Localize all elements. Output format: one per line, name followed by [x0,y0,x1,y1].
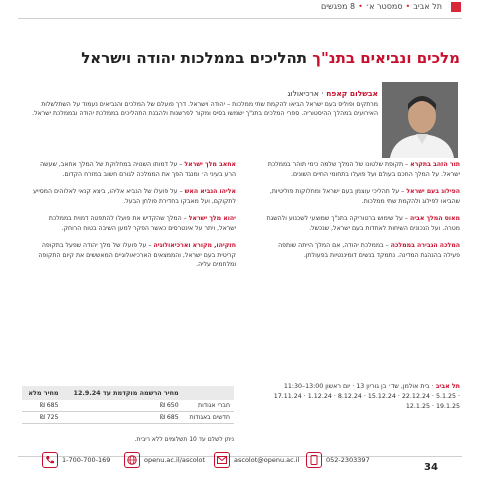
lecturer-photo [382,82,458,158]
pricing-label-header [183,386,234,400]
schedule-location-line: תל אביב · בית אולמן, שד׳ בן גוריון 13 · יום ראשון 11:30–13:00 [283,383,460,390]
phone2-text[interactable]: 1-700-700-169 [62,456,111,464]
lecturer-role: ארכיאולוג [287,89,319,98]
title-rest: תהליכים בממלכות יהודה וישראל [81,49,308,67]
email-icon [214,452,230,468]
schedule-block [260,382,460,412]
mobile-phone-icon [306,452,322,468]
pricing-row-label: חברי אגודות [183,400,234,412]
course-description: מרתקים ופוליס בעם ישראל הביאו להקמת שתי ממלכות – יהודה וישראל. דרך פועלם של המלכים והנביאים נעמוד על השתלשלות האירועים במהלך ההיסטוריה. ספרי המלכים בתנ"ך ישמשו בסיס ומקור לפרשנות ולהבנת התהליכים בממלכת יהודה ובממלכת ישראל. [32,101,378,117]
topic-title: אליהו הנביא האש [184,188,236,195]
topic-text: המלך שהקדיש את פועלו להתפטה דמוית בממלכת ישראל, ויתר על אינטרסים כאשר הפקר למען השיבה בטוח הרוחק. [48,215,236,232]
email-text[interactable]: ascolot@openu.ac.il [234,456,300,464]
topic-title: אחאב מלך ישראל [184,161,236,168]
schedule-city: תל אביב [435,383,460,390]
topic-text: על פועלו של הנביא אליהו, ביצא קנאי לאלוהים המסייע לתקוקם, ועל מאבקו בחדירת פולחן הבעל. [33,188,236,205]
topic-text: בממלכת יהודה, אם המלך הייתה שותפה פעילה בהנהגת המדינה. נתמקד בנשים דומיננטיות בפעולתן. [278,242,460,259]
header-location: תל אביב [413,2,442,11]
topic-title: חזקיהו, מקורא וארכיאולוגיה [153,242,236,249]
schedule-time: 11:30–13:00 [283,383,324,390]
topics-column-right [260,160,460,268]
pricing-full-price: 685 ₪ [22,400,63,412]
lecturer-portrait-icon [382,82,458,158]
topic-text: תקופת שלטונו של המלך שלמה כימי תוהר בממלכת ישראל. על המלך החכם בעולם ועל פועלו בתחומי החיים השונים. [267,161,460,178]
phone-icon [42,452,58,468]
header-breadcrumb: תל אביב•סמסטר א׳•8 מפגשים [320,2,442,11]
web-text[interactable]: openu.ac.il/ascolot [144,456,206,464]
globe-icon [124,452,140,468]
lecturer-name: אבשלום קאפח [326,89,378,98]
topic-title: מאוס המלך אביה [409,215,460,222]
table-row [22,400,234,412]
pricing-early-header: מחיר הרשמה מוקדמת עד 12.9.24 [63,386,183,400]
header-accent-bar [451,2,461,12]
contact-web[interactable] [124,449,205,471]
page-title [81,49,460,67]
schedule-dates: 17.11.24 · 1.12.24 · 8.12.24 · 15.12.24 · 22.12.24 · 5.1.25 · 12.1.25 · 19.1.25 [273,393,460,410]
pricing-header-row [22,386,234,400]
phone1-text[interactable]: 052-2303397 [326,456,370,464]
header-semester: סמסטר א׳ [365,2,403,11]
header-divider [18,18,462,19]
pricing-note: ניתן לשלם עד 10 תשלומים ללא ריבית. [134,436,234,443]
topic-item: חזקיהו, מקורא וארכיאולוגיה – על פועלו של מלך יהודה שפעל בתקופה קריטית בעם ישראל, והממצאים הארכיאולוגיים המאששים את קיום התקופה ומלחמים עליה. [38,242,236,268]
pricing-early-price: 685 ₪ [63,412,183,424]
topic-item: המלכה הגבירה בממלכה – בממלכת יהודה, אם המלך הייתה שותפה פעילה בהנהגת המדינה. נתמקד בנשים דומיננטיות בפעולתן. [278,242,460,259]
topic-title: יהוא מלך ישראל [188,215,236,222]
page-number: 34 [424,462,438,473]
topic-text: על שימוש ברטוריקה בתנ"ך שמוצעי לשכנוע ולהשגת מטרה. ועל הנכונים השיחות לאחדות בעם ישראל, שנכשל. [266,215,460,232]
topic-item: אחאב מלך ישראל – על דמותו השנויה במחלוקת של המלך אחאב, שעשה הרע בעיני ה׳ ומנגד הפך את הממלכה לגורם חשוב במזרח הקדום. [40,161,236,178]
topic-item: תור הזהב בתקרא – תקופת שלטונו של המלך שלמה כימי תוהר בממלכת ישראל. על המלך החכם בעולם ועל פועלו בתחומי החיים השונים. [267,161,460,178]
topic-text: על דמותו השנויה במחלוקת של המלך אחאב, שעשה הרע בעיני ה׳ ומנגד הפך את הממלכה לגורם חשוב במזרח הקדום. [40,161,236,178]
pricing-row-label: חדשים באגודות [183,412,234,424]
contact-email[interactable] [214,449,299,471]
pricing-table [22,386,234,424]
topic-item: מאוס המלך אביה – על שימוש ברטוריקה בתנ"ך שמוצעי לשכנוע ולהשגת מטרה. ועל הנכונים השיחות לאחדות בעם ישראל, שנכשל. [266,215,460,232]
pricing-early-price: 650 ₪ [63,400,183,412]
table-row [22,412,234,424]
contact-phone2[interactable] [42,449,110,471]
topic-text: על תהליכי עוצמן בעם ישראל ומחלוקות פוליטיות, שהביאו לפילוג ולהקמת שתי ממלכות. [269,188,460,205]
topic-item: הפילוג בעם ישראל – על תהליכי עוצמן בעם ישראל ומחלוקות פוליטיות, שהביאו לפילוג ולהקמת שתי ממלכות. [269,188,460,205]
contact-phone1[interactable] [306,449,370,471]
topic-title: הפילוג בעם ישראל [406,188,460,195]
topics-column-left [32,160,236,278]
topic-title: המלכה הגבירה בממלכה [390,242,460,249]
topic-title: תור הזהב בתקרא [410,161,460,168]
schedule-place: בית אולמן, שד׳ בן גוריון 13 · יום ראשון [325,383,430,390]
pricing-full-header: מחיר מלא [22,386,63,400]
header-meetings: 8 מפגשים [320,2,356,11]
title-highlight: מלכים ונביאים בתנ"ך [312,49,460,67]
topic-item: אליהו הנביא האש – על פועלו של הנביא אליהו, ביצא קנאי לאלוהים המסייע לתקוקם, ועל מאבקו בחדירת פולחן הבעל. [33,188,236,205]
pricing-full-price: 725 ₪ [22,412,63,424]
lecturer-name-line: אבשלום קאפח · ארכיאולוג [287,89,378,98]
topic-text: על פועלו של מלך יהודה שפעל בתקופה קריטית בעם ישראל, והממצאים הארכיאולוגיים המאששים את קיום התקופה ומלחמים עליה. [38,242,236,268]
topic-item: יהוא מלך ישראל – המלך שהקדיש את פועלו להתפטה דמוית בממלכת ישראל, ויתר על אינטרסים כאשר הפקר למען השיבה בטוח הרוחק. [48,215,236,232]
